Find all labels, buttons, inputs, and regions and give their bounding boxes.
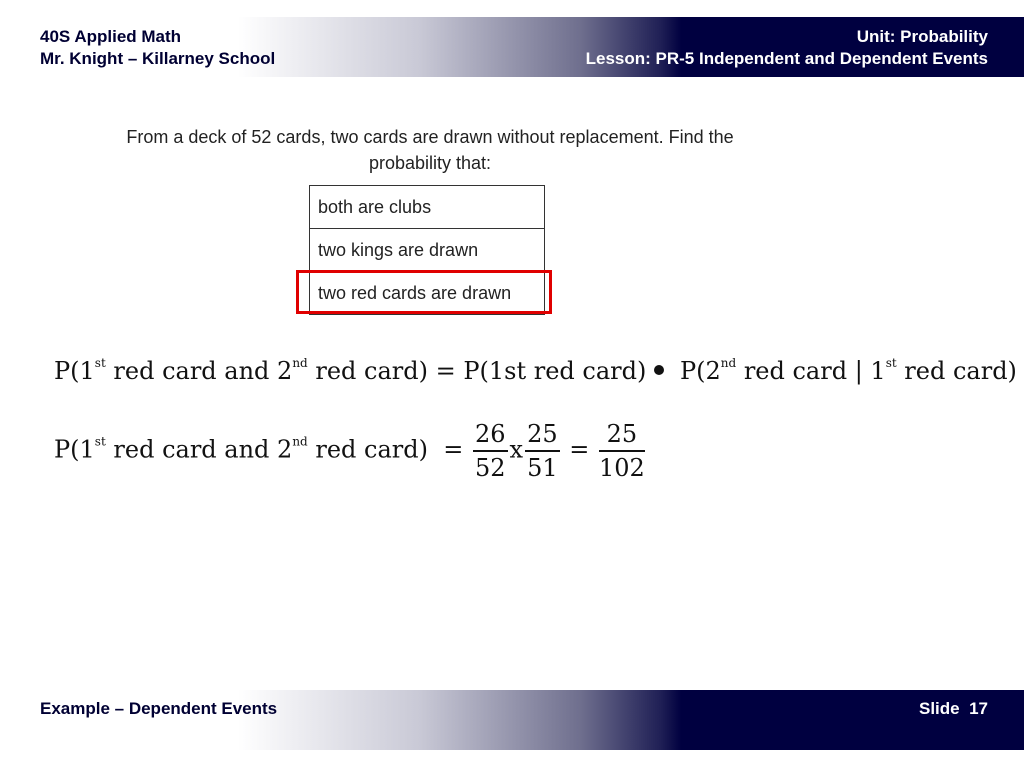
unit-title: Unit: Probability — [856, 27, 988, 46]
question-text — [60, 124, 800, 176]
eq1-part-3: red card) = P(1st red card) — [307, 357, 647, 385]
eq1-sup-st: st — [94, 356, 106, 370]
header-left — [40, 26, 275, 70]
eq1-part-4: P(2 — [672, 357, 721, 385]
eq1-sup-nd-2: nd — [720, 356, 737, 370]
question-line-2: probability that: — [368, 153, 492, 173]
course-title: 40S Applied Math — [40, 27, 182, 46]
fraction-2-numerator: 25 — [525, 418, 560, 452]
eq2-sup-st: st — [94, 434, 106, 449]
header-band — [16, 17, 1024, 77]
equation-1 — [54, 356, 1017, 385]
eq2-equals-1: = — [427, 435, 471, 464]
choice-red-cards: two red cards are drawn — [310, 272, 545, 315]
slide-label: Slide — [919, 699, 960, 718]
eq2-times: x — [509, 435, 524, 464]
table-row — [310, 229, 545, 272]
fraction-3 — [599, 418, 645, 484]
eq2-part-2: red card and 2 — [105, 435, 293, 464]
eq2-part-3: red card) — [307, 435, 428, 464]
equation-2 — [54, 418, 647, 484]
eq1-part-2: red card and 2 — [105, 357, 293, 385]
fraction-1-denominator: 52 — [474, 454, 506, 482]
eq2-sup-nd: nd — [292, 434, 308, 449]
fraction-3-numerator: 25 — [599, 418, 645, 452]
eq1-sup-st-2: st — [885, 356, 897, 370]
highlight-box — [296, 270, 552, 314]
slide-number: 17 — [969, 699, 988, 718]
choice-kings: two kings are drawn — [310, 229, 545, 272]
eq1-part-6: red card) — [896, 357, 1017, 385]
header-right — [586, 26, 988, 70]
multiply-dot-icon — [654, 365, 664, 375]
teacher-name: Mr. Knight – Killarney School — [40, 49, 276, 68]
lesson-title: Lesson: PR-5 Independent and Dependent Events — [585, 49, 988, 68]
choice-clubs: both are clubs — [310, 186, 545, 229]
eq1-sup-nd: nd — [292, 356, 308, 370]
fraction-1-numerator: 26 — [473, 418, 508, 452]
fraction-1 — [473, 418, 508, 484]
eq2-part-1: P(1 — [54, 435, 95, 464]
question-line-1: From a deck of 52 cards, two cards are drawn without replacement. Find the — [126, 127, 734, 147]
table-row — [310, 186, 545, 229]
eq2-equals-2: = — [561, 435, 597, 464]
fraction-2-denominator: 51 — [527, 454, 558, 482]
eq1-part-1: P(1 — [54, 357, 95, 385]
footer-band — [16, 690, 1024, 750]
eq1-part-5: red card | 1 — [736, 357, 886, 385]
footer-title: Example – Dependent Events — [40, 699, 278, 718]
fraction-2 — [525, 418, 560, 484]
slide-number-area — [919, 699, 988, 719]
fraction-3-denominator: 102 — [599, 454, 645, 482]
